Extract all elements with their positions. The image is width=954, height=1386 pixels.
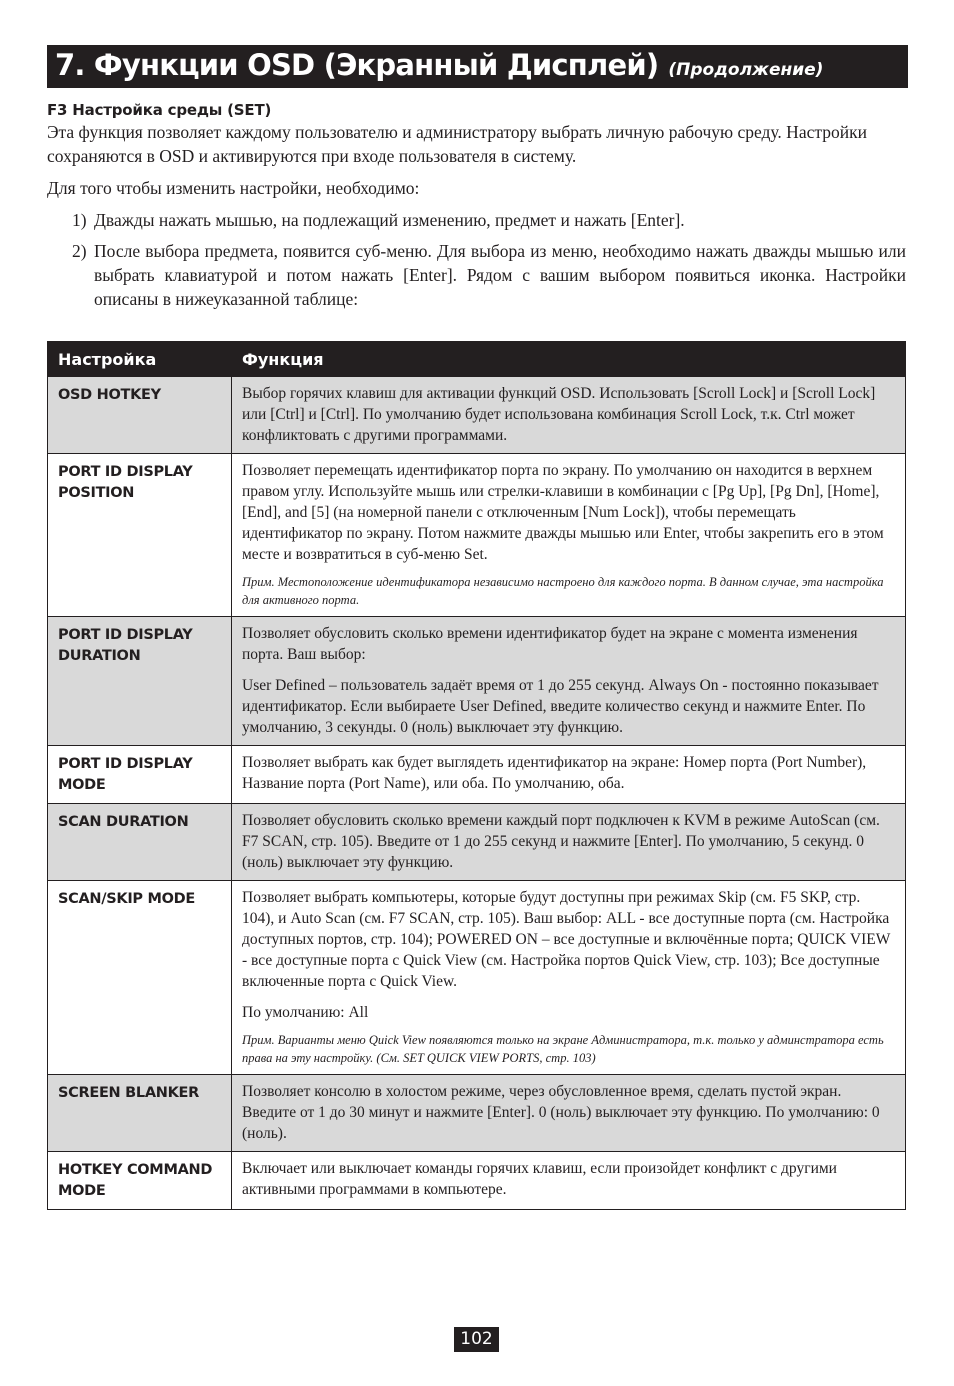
section-heading: F3 Настройка среды (SET) [47, 101, 272, 119]
setting-name: PORT ID DISPLAY DURATION [48, 617, 232, 746]
description-text: Включает или выключает команды горячих клавиш, если произойдет конфликт с другими активными программами в компьютере. [242, 1160, 837, 1198]
step-number: 1) [72, 210, 87, 230]
step-item [72, 239, 908, 311]
setting-description [232, 1075, 906, 1152]
description-text: По умолчанию: All [242, 1004, 369, 1021]
description-text: Позволяет перемещать идентификатор порта по экрану. По умолчанию он находится в верхнем правом углу. Используйте мышь или стрелки-клавиши в комбинации с [Pg Up], [Pg Dn], [Home], [End], and [5] (на номерной панели с отключенным [Num Lock]), чтобы перемещать идентификатор по экрану. Потом нажмите дважды мышью или Enter, чтобы закрепить его в этом месте и возвратиться в суб-меню Set. [242, 462, 884, 563]
description-text: Позволяет выбрать компьютеры, которые будут доступны при режимах Skip (см. F5 SKP, стр. 104), и Auto Scan (см. F7 SCAN, стр. 105). Ваш выбор: ALL - все доступные порта (см. Настройка доступных портов, стр. 104); POWERED ON – все доступные и включённые порта; QUICK VIEW - все доступные порта с Quick View (см. Настройка портов Quick View, стр. 103); Все доступные включенные порта с Quick View. [242, 889, 891, 990]
table-row [48, 377, 906, 454]
setting-description [232, 1152, 906, 1210]
intro-paragraph: Эта функция позволяет каждому пользователю и администратору выбрать личную рабочую среду. Настройки сохраняются в OSD и активируются при входе пользователя в систему. [47, 122, 867, 166]
setting-description [232, 617, 906, 746]
column-header-function: Функция [232, 342, 906, 377]
step-number: 2) [72, 241, 87, 261]
page [47, 45, 908, 1199]
description-text: Позволяет выбрать как будет выглядеть идентификатор на экране: Номер порта (Port Number), Название порта (Port Name), или оба. По умолчанию, оба. [242, 754, 867, 792]
setting-name: SCREEN BLANKER [48, 1075, 232, 1152]
steps-list [47, 208, 908, 311]
description-note: Прим. Местоположение идентификатора независимо настроено для каждого порта. В данном случае, эта настройка для активного порта. [242, 575, 884, 607]
description-text: Позволяет обусловить сколько времени идентификатор будет на экране с момента изменения порта. Ваш выбор: [242, 625, 858, 663]
setting-description [232, 746, 906, 804]
setting-name: OSD HOTKEY [48, 377, 232, 454]
setting-name: SCAN/SKIP MODE [48, 881, 232, 1075]
step-text: Дважды нажать мышью, на подлежащий изменению, предмет и нажать [Enter]. [94, 210, 685, 230]
setting-description [232, 377, 906, 454]
setting-name: PORT ID DISPLAY MODE [48, 746, 232, 804]
column-header-setting: Настройка [48, 342, 232, 377]
table-row [48, 1152, 906, 1210]
step-item [72, 208, 908, 232]
description-text: Позволяет обусловить сколько времени каждый порт подключен к KVM в режиме AutoScan (см. F7 SCAN, стр. 105). Введите от 1 до 255 секунд и нажмите [Enter]. По умолчанию, 5 секунд. 0 (ноль) выключает эту функцию. [242, 812, 880, 871]
setting-name: HOTKEY COMMAND MODE [48, 1152, 232, 1210]
description-text: Позволяет консолю в холостом режиме, через обусловленное время, сделать пустой экран. Введите от 1 до 30 минут и нажмите [Enter]. 0 (ноль) выключает эту функцию. По умолчанию: 0 (ноль). [242, 1083, 880, 1142]
table-row [48, 881, 906, 1075]
title-bar [47, 45, 908, 88]
table-row [48, 804, 906, 881]
setting-description [232, 454, 906, 617]
table-row [48, 617, 906, 746]
setting-name: PORT ID DISPLAY POSITION [48, 454, 232, 617]
setting-description [232, 804, 906, 881]
page-subtitle: (Продолжение) [668, 60, 824, 80]
lead-paragraph: Для того чтобы изменить настройки, необходимо: [47, 178, 420, 198]
setting-description [232, 881, 906, 1075]
description-note: Прим. Варианты меню Quick View появляются только на экране Администратора, т.к. только у админстратора есть права на эту настройку. (См. SET QUICK VIEW PORTS, стр. 103) [242, 1033, 884, 1065]
page-number: 102 [454, 1327, 499, 1352]
table-row [48, 1075, 906, 1152]
settings-table [47, 341, 906, 1210]
description-text: User Defined – пользователь задаёт время от 1 до 255 секунд. Always On - постоянно показывает идентификатор. Если выбираете User Defined, введите количество секунд и нажмите Enter. По умолчанию, 3 секунды. 0 (ноль) выключает эту функцию. [242, 677, 879, 736]
table-row [48, 454, 906, 617]
table-row [48, 746, 906, 804]
step-text: После выбора предмета, появится суб-меню. Для выбора из меню, необходимо нажать дважды мышью или выбрать клавиатурой и потом нажать [Enter]. Рядом с вашим выбором появиться иконка. Настройки описаны в нижеуказанной таблице: [94, 241, 906, 309]
description-text: Выбор горячих клавиш для активации функций OSD. Использовать [Scroll Lock] и [Scroll Lock] или [Ctrl] и [Ctrl]. По умолчанию будет использована комбинация Scroll Lock, т.к. Ctrl может конфликтовать с другими программами. [242, 385, 876, 444]
table-header-row [48, 342, 906, 377]
setting-name: SCAN DURATION [48, 804, 232, 881]
page-title: 7. Функции OSD (Экранный Дисплей) [55, 48, 659, 82]
